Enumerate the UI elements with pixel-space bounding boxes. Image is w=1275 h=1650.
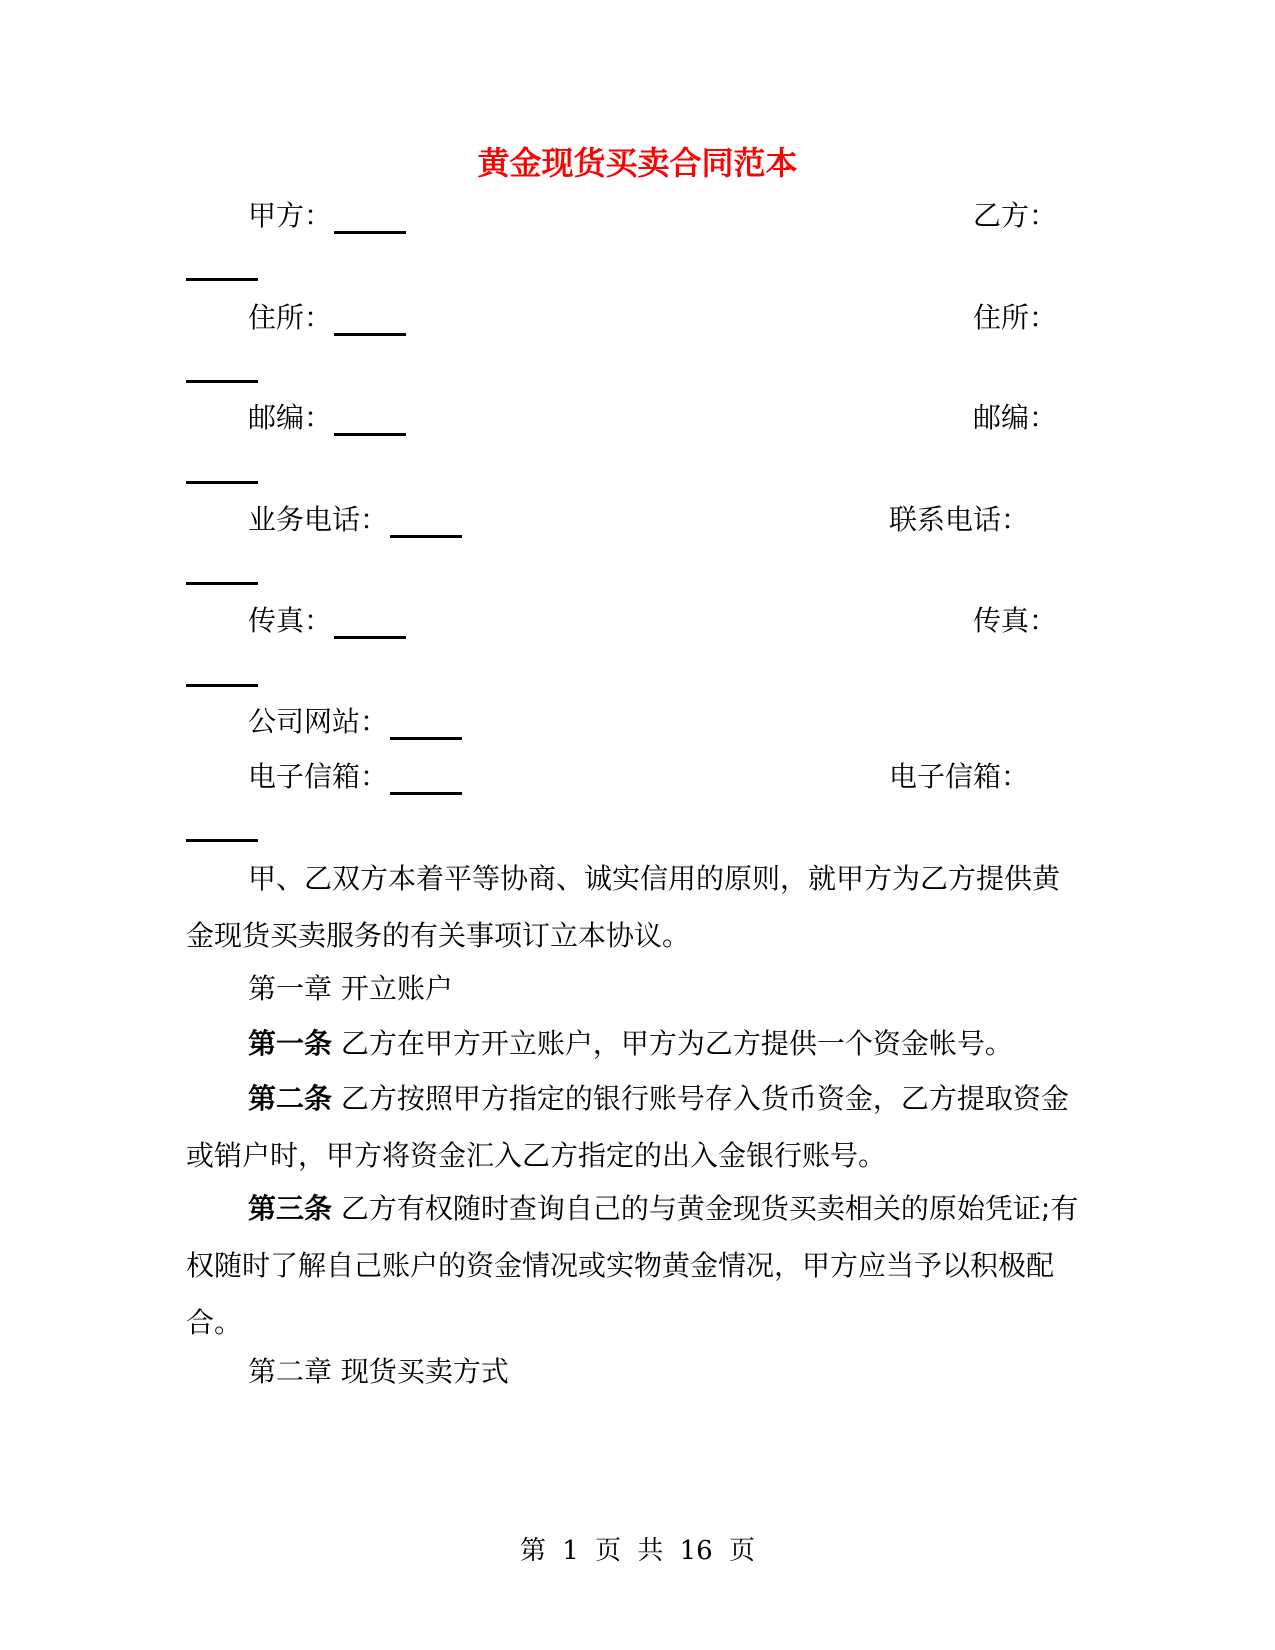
chapter-1-heading: 第一章 开立账户	[248, 972, 453, 1005]
address-b-blank[interactable]	[186, 380, 258, 383]
party-b-blank[interactable]	[186, 278, 258, 281]
fax-a-blank[interactable]	[334, 608, 406, 639]
biz-phone-blank[interactable]	[390, 507, 462, 538]
postcode-a-label: 邮编：	[248, 401, 333, 434]
address-a-blank[interactable]	[334, 305, 406, 336]
article-2	[186, 1070, 1086, 1184]
party-a-blank[interactable]	[334, 203, 406, 234]
email-a-label: 电子信箱：	[248, 760, 389, 793]
article-2-label: 第二条	[248, 1082, 333, 1115]
contact-phone-blank[interactable]	[186, 582, 258, 585]
article-3	[186, 1180, 1086, 1351]
website-label: 公司网站：	[248, 705, 389, 738]
fax-b-blank[interactable]	[186, 684, 258, 687]
fax-b-label: 传真：	[972, 604, 1057, 637]
biz-phone-field	[248, 502, 462, 538]
intro-paragraph: 甲、乙双方本着平等协商、诚实信用的原则，就甲方为乙方提供黄金现货买卖服务的有关事项订立本协议。	[186, 862, 1061, 952]
postcode-b-label: 邮编：	[972, 401, 1057, 434]
postcode-a-field	[248, 400, 406, 436]
email-b-blank[interactable]	[186, 839, 258, 842]
article-3-text: 乙方有权随时查询自己的与黄金现货买卖相关的原始凭证;有权随时了解自己账户的资金情况或实物黄金情况，甲方应当予以积极配合。	[186, 1192, 1079, 1339]
biz-phone-label: 业务电话：	[248, 503, 389, 536]
party-a-label: 甲方：	[248, 199, 333, 232]
fax-a-field	[248, 603, 406, 639]
address-a-field	[248, 300, 406, 336]
article-1-text: 乙方在甲方开立账户，甲方为乙方提供一个资金帐号。	[332, 1027, 1013, 1060]
email-a-field	[248, 759, 462, 795]
party-a-field	[248, 198, 406, 234]
article-2-text: 乙方按照甲方指定的银行账号存入货币资金，乙方提取资金或销户时，甲方将资金汇入乙方指定的出入金银行账号。	[186, 1082, 1069, 1172]
postcode-b-blank[interactable]	[186, 481, 258, 484]
postcode-a-blank[interactable]	[334, 405, 406, 436]
contact-phone-label: 联系电话：	[888, 503, 1029, 536]
party-b-label: 乙方：	[972, 199, 1057, 232]
page-footer: 第 1 页 共 16 页	[520, 1536, 755, 1566]
website-blank[interactable]	[390, 709, 462, 740]
article-1-label: 第一条	[248, 1027, 333, 1060]
article-1	[186, 1015, 1086, 1072]
document-title: 黄金现货买卖合同范本	[477, 144, 798, 182]
website-field	[248, 704, 462, 740]
article-3-label: 第三条	[248, 1192, 333, 1225]
email-b-label: 电子信箱：	[888, 760, 1029, 793]
fax-a-label: 传真：	[248, 604, 333, 637]
address-a-label: 住所：	[248, 301, 333, 334]
email-a-blank[interactable]	[390, 764, 462, 795]
address-b-label: 住所：	[972, 301, 1057, 334]
chapter-2-heading: 第二章 现货买卖方式	[248, 1355, 509, 1388]
